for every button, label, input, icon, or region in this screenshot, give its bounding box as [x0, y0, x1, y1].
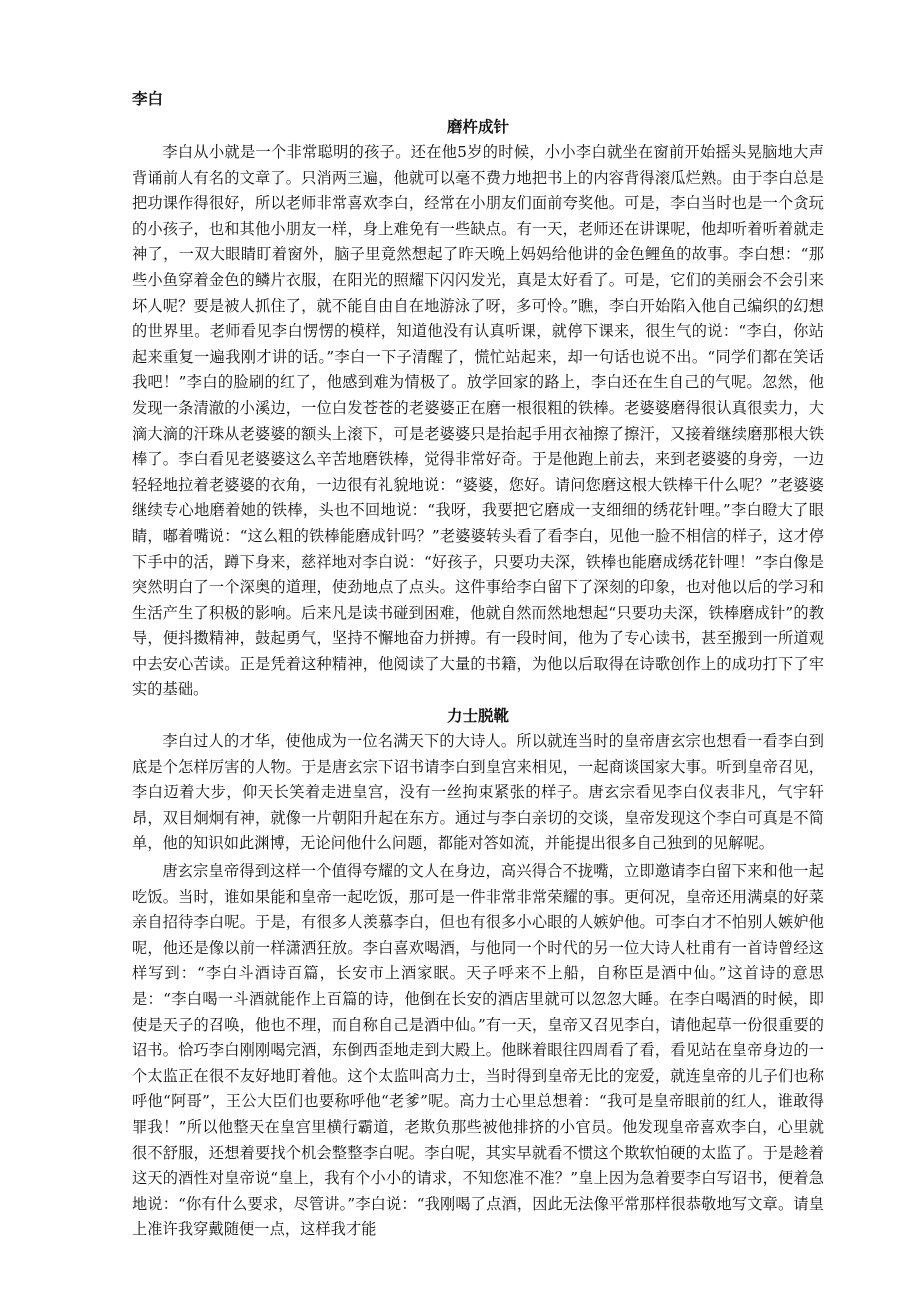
section-heading: 磨杵成针	[446, 118, 509, 136]
paragraph: 唐玄宗皇帝得到这样一个值得夸耀的文人在身边，高兴得合不拢嘴，立即邀请李白留下来和他一起吃饭。当时，谁如果能和皇帝一起吃饭，那可是一件非常非常荣耀的事。更何况，皇帝还用满桌的好菜亲自招待李白呢。于是，有很多人羡慕李白，但也有很多小心眼的人嫉妒他。可李白才不怕别人嫉妒他呢，他还是像以前一样潇洒狂放。李白喜欢喝酒，与他同一个时代的另一位大诗人杜甫有一首诗曾经这样写到：“李白斗酒诗百篇，长安市上酒家眠。天子呼来不上船，自称臣是酒中仙。”这首诗的意思是：“李白喝一斗酒就能作上百篇的诗，他倒在长安的酒店里就可以忽忽大睡。在李白喝酒的时候，即使是天子的召唤，他也不理，而自称自己是酒中仙。”有一天，皇帝又召见李白，请他起草一份很重要的诏书。恰巧李白刚刚喝完酒，东倒西歪地走到大殿上。他眯着眼往四周看了看，看见站在皇帝身边的一个太监正在很不友好地盯着他。这个太监叫高力士，当时得到皇帝无比的宠爱，就连皇帝的儿子们也称呼他“阿哥”，王公大臣们也要称呼他“老爹”呢。高力士心里总想着：“我可是皇帝眼前的红人，谁敢得罪我！”所以他整天在皇宫里横行霸道，老欺负那些被他排挤的小官员。他发现皇帝喜欢李白，心里就很不舒服，还想着要找个机会整整李白呢。李白呢，其实早就看不惯这个欺软怕硬的太监了。于是趁着这天的酒性对皇帝说“皇上，我有个小小的请求，不知您准不准？”皇上因为急着要李白写诏书，便着急地说：“你有什么要求，尽管讲。”李白说：“我刚喝了点酒，因此无法像平常那样很恭敬地写文章。请皇上准许我穿戴随便一点，这样我才能	[132, 862, 824, 1239]
section-heading: 力士脱靴	[446, 707, 509, 726]
section-lishi-tuoxue	[132, 703, 824, 1243]
document-title: 李白	[132, 90, 164, 108]
document-page	[132, 86, 824, 1243]
paragraph: 李白从小就是一个非常聪明的孩子。还在他5岁的时候，小小李白就坐在窗前开始摇头晃脑地大声背诵前人有名的文章了。只消两三遍，他就可以毫不费力地把书上的内容背得滚瓜烂熟。由于李白总是把功课作得很好，所以老师非常喜欢李白，经常在小朋友们面前夸奖他。可是，李白当时也是一个贪玩的小孩子，也和其他小朋友一样，身上难免有一些缺点。有一天，老师还在讲课呢，他却听着听着就走神了，一双大眼睛盯着窗外，脑子里竟然想起了昨天晚上妈妈给他讲的金色鲤鱼的故事。李白想：“那些小鱼穿着金色的鳞片衣服，在阳光的照耀下闪闪发光，真是太好看了。可是，它们的美丽会不会引来坏人呢？要是被人抓住了，就不能自由自在地游泳了呀，多可怜。”瞧，李白开始陷入他自己编织的幻想的世界里。老师看见李白愣愣的模样，知道他没有认真听课，就停下课来，很生气的说：“李白，你站起来重复一遍我刚才讲的话。”李白一下子清醒了，慌忙站起来，却一句话也说不出。“同学们都在笑话我吧！”李白的脸刷的红了，他感到难为情极了。放学回家的路上，李白还在生自己的气呢。忽然，他发现一条清澈的小溪边，一位白发苍苍的老婆婆正在磨一根很粗的铁棒。老婆婆磨得很认真很卖力，大滴大滴的汗珠从老婆婆的额头上滚下，可是老婆婆只是抬起手用衣袖擦了擦汗，又接着继续磨那根大铁棒了。李白看见老婆婆这么辛苦地磨铁棒，觉得非常好奇。于是他跑上前去，来到老婆婆的身旁，一边轻轻地拉着老婆婆的衣角，一边很有礼貌地说：“婆婆，您好。请问您磨这根大铁棒干什么呢？”老婆婆继续专心地磨着她的铁棒，头也不回地说：“我呀，我要把它磨成一支细细的绣花针哩。”李白瞪大了眼睛，嘟着嘴说：“这么粗的铁棒能磨成针吗？”老婆婆转头看了看李白，见他一脸不相信的样子，这才停下手中的活，蹲下身来，慈祥地对李白说：“好孩子，只要功夫深，铁棒也能磨成绣花针哩！”李白像是突然明白了一个深奥的道理，使劲地点了点头。这件事给李白留下了深刻的印象，也对他以后的学习和生活产生了积极的影响。后来凡是读书碰到困难，他就自然而然地想起“只要功夫深，铁棒磨成针”的教导，便抖擞精神，鼓起勇气，坚持不懈地奋力拼搏。有一段时间，他为了专心读书，甚至搬到一所道观中去安心苦读。正是凭着这种精神，他阅读了大量的书籍，为他以后取得在诗歌创作上的成功打下了牢实的基础。	[132, 143, 824, 699]
paragraph: 李白过人的才华，使他成为一位名满天下的大诗人。所以就连当时的皇帝唐玄宗也想看一看李白到底是个怎样厉害的人物。于是唐玄宗下诏书请李白到皇宫来相见，一起商谈国家大事。听到皇帝召见，李白迈着大步，仰天长笑着走进皇宫，没有一丝拘束紧张的样子。唐玄宗看见李白仪表非凡，气宇轩昂，双目炯炯有神，就像一片朝阳升起在东方。通过与李白亲切的交谈，皇帝发现这个李白可真是不简单，他的知识如此渊博，无论问他什么问题，都能对答如流，并能提出很多自己独到的见解呢。	[132, 732, 824, 853]
section-mochu-chengzhen	[132, 114, 824, 703]
